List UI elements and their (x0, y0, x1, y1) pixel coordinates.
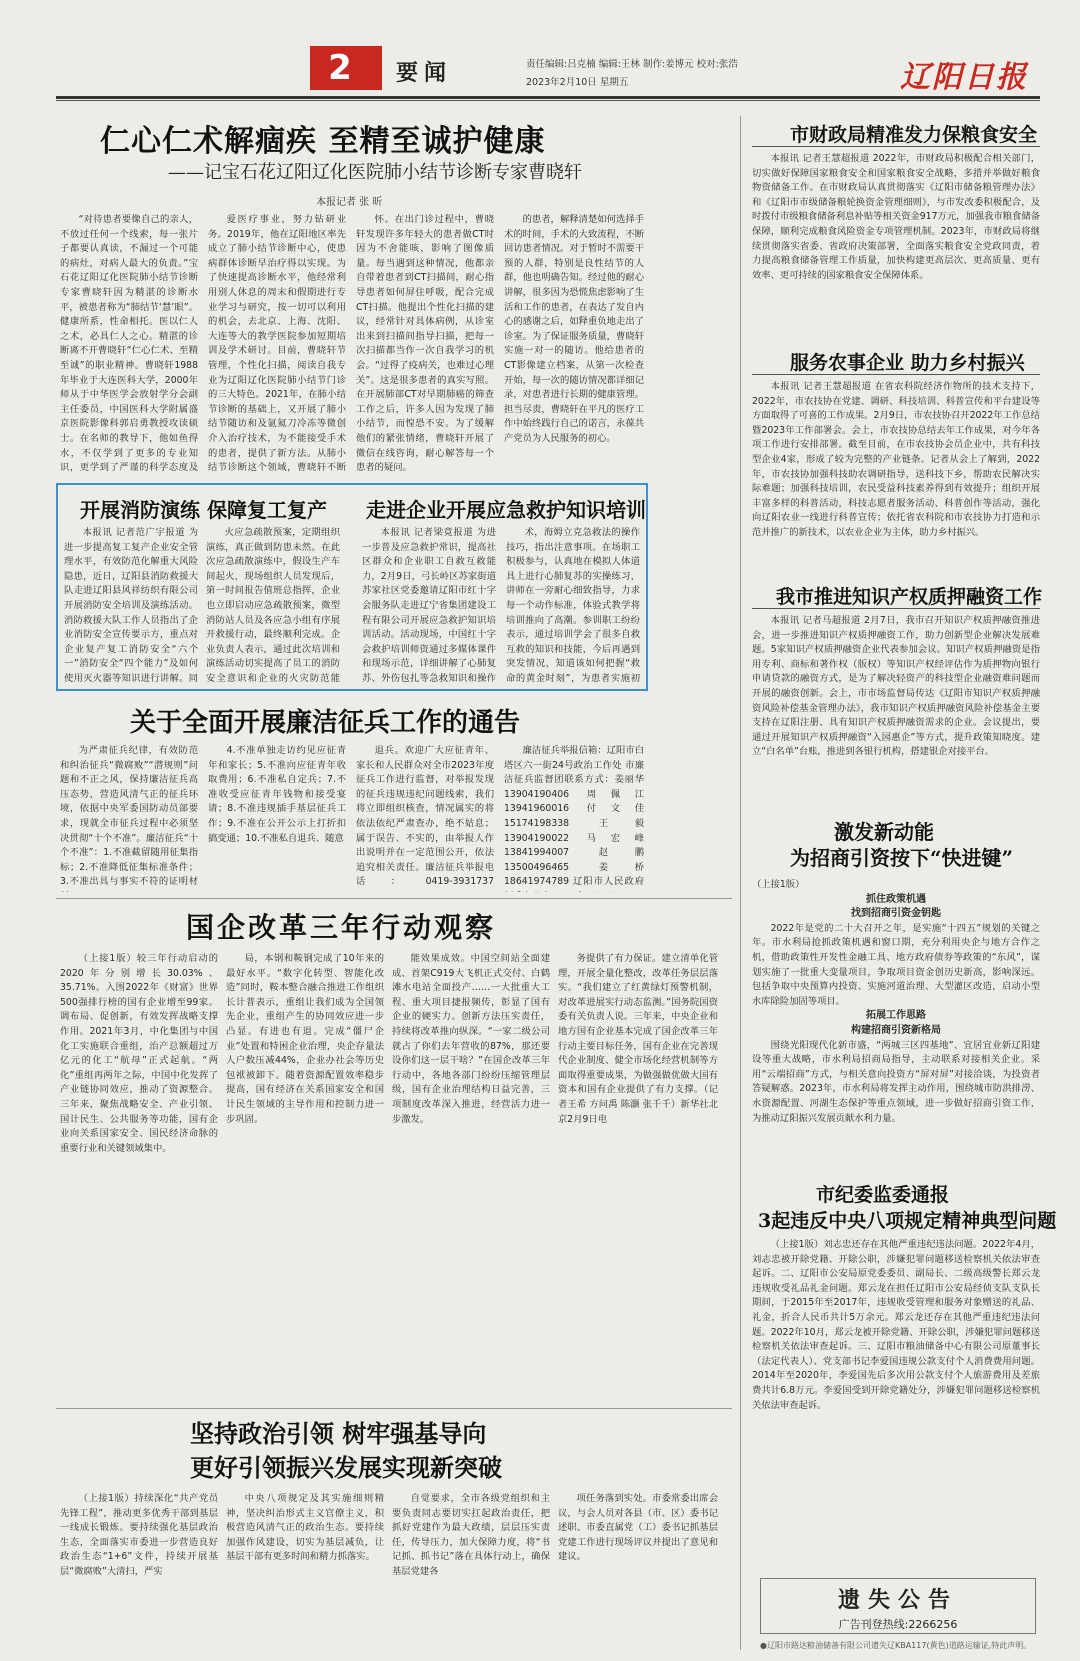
reform-column-4 (558, 952, 718, 1404)
ip-article (752, 614, 1040, 804)
section-rule-2 (56, 1408, 732, 1409)
main-byline: 本报记者 张 昕 (316, 197, 383, 208)
investment-subhead-1: 抓住政策机遇 (866, 893, 926, 905)
investment-subhead-2b: 构建招商引资新格局 (851, 1024, 941, 1036)
paper-logo: 辽阳日报 (900, 60, 1028, 95)
main-column-1 (60, 213, 198, 475)
first-aid-column-1 (362, 526, 496, 686)
main-paragraph-3: 怀。在出门诊过程中，曹晓轩发现许多年轻大的患者做CT时因为不舍能咳，影响了图像质量。每当遇到这种情况，他都亲自带着患者到CT扫描间，耐心指导患者如何屏住呼吸，配合完成CT扫描。他提出个性化扫描的建议，经常针对具体病例，从诊室出来到扫描间指导扫描，把每一次扫描都当作一次自我学习的机会。“过得了疫病关，也难过心理关”。这是很多患者的真实写照。在开展肺部CT对早期肺癌的筛查工作之后，许多人因为发现了肺小结节，而惶恐不安。为了缓解他们的紧张情绪，曹晓轩开展了微信在线咨询，耐心解答每一个患者的疑问。 (356, 214, 494, 474)
notice-paragraph-4: 廉洁征兵举报信箱：辽阳市白塔区六一街24号政治工作处 市廉洁征兵监督团联系方式：姜丽华 13904190406 周佩江 13941960016 付文佳 15174198338 王毅 13904190022 马宏峰 13841994007 赵鹏 13500496465 姜桥 18641974789 辽阳市人民政府 (504, 745, 644, 888)
notice-column-3 (356, 744, 494, 892)
fire-drill-paragraph-1: 本报讯 记者范广宇报道 为进一步提高复工复产企业安全管理水平，有效防范化解重大风险隐患，近日，辽阳县消防救援大队走进辽阳县风祥纺织有限公司开展消防安全培训及演练活动。消防救援大队工作人员指出了企业消防安全宣传要示方，重点对企业复产复工消防安全“六个一”消防安全“四个能力”及如何使用灭火器等知识进行讲解。同 (64, 527, 198, 684)
ad-phone: 广告刊登热线:2266256 (838, 1618, 958, 1631)
finance-paragraph: 本报讯 记者王慧超报道 2022年，市财政局积极配合相关部门，切实做好保障国家粮食安全和国家粮食安全战略，多措并举做好粮食物资储备工作。在市财政局认真贯彻落实《辽阳市储备粮管理办法》和《辽阳市市级储备粮轮换资金管理细则》，与市发改委积极配合，及时拨付市级粮食储备利息补贴等相关资金917万元，加强我市粮食储备保障，顺利完成粮食风险资金专项管理机制。2023年，市财政局将继续贯彻落实省委、省政府决策部署，全面落实粮食安全党政同责，着力提高粮食储备管理工作质量，加快构建更高层次、更高质量、更有效率、更可持续的国家粮食安全保障体系。 (752, 153, 1040, 281)
masthead-rule (56, 96, 1040, 99)
reform-paragraph-3: 能效果成效。中国空间站全面建成、首架C919大飞机正式交付、白鹤滩水电站全面投产……一大批重大工程、重大项目捷报频传，彰显了国有企业的硬实力。创新方法压实责任，持续将改革推向纵深。“一家二级公司就占了你们去年营收的87%，那还要设你们这一层干啥？”在国企改革三年行动中，各地各部门纷纷压缩管理层级，国有企业治理结构日益完善，三项制度改革深入推进，经营活力进一步激发。 (392, 953, 550, 1125)
ip-rule (752, 608, 1040, 609)
masthead-rule-thin (56, 100, 1040, 101)
discipline-headline-1: 市纪委监委通报 (816, 1184, 950, 1206)
main-headline: 仁心仁术解痼疾 至精至诚护健康 (100, 124, 546, 159)
bottom-column-2 (226, 1492, 384, 1652)
fire-drill-column-2 (206, 526, 340, 686)
notice-column-1 (60, 744, 198, 892)
notice-paragraph-3: 退兵。欢迎广大应征青年、家长和人民群众对全市2023年度征兵工作进行监督，对举报发现的征兵违规违纪问题线索，我们将立即组织核查，情况属实的将依法依纪严肃查办，绝不姑息；属于误告、不实的，由举报人作出说明并在一定范围公开，依法追究相关责任。廉洁征兵举报电话：0419-3931737 (356, 745, 494, 888)
first-aid-headline: 走进企业开展应急救护知识培训 (366, 498, 646, 522)
page-number-badge: 2 (310, 46, 370, 90)
bottom-column-3 (392, 1492, 550, 1652)
investment-lead: （上接1版） (752, 879, 805, 890)
finance-article (752, 152, 1040, 338)
first-aid-column-2 (506, 526, 640, 686)
main-paragraph-1: “对待患者要像自己的亲人，不放过任何一个线索，每一张片子都要认真读，不漏过一个可能的病灶，对病人最大的负责。”宝石花辽阳辽化医院肺小结节诊断专家曹晓轩因为精湛的诊断水平，被患者称为“肺结节‘慧’眼”。健康所系，性命相托。医以仁人之术，必具仁人之心。精湛的诊断离不开曹晓轩“仁心仁术、至精至诚”的职业精神。曹晓轩1988年毕业于大连医科大学，2000年师从于中华医学会放射学分会副主任委员，中国医科大学附属盛京医院影像科郭启勇教授攻读硕士。在名师的教导下，他如鱼得水，不仅学到了更多的专业知识，更学到了严谨的科学态度及 (60, 214, 198, 474)
main-column-4 (504, 213, 644, 475)
issue-date: 2023年2月10日 星期五 (526, 77, 629, 88)
investment-subhead-1b: 找到招商引资金钥匙 (851, 908, 941, 920)
main-subheadline: ——记宝石花辽阳辽化医院肺小结节诊断专家曹晓轩 (168, 162, 582, 183)
discipline-headline-2: 3起违反中央八项规定精神典型问题 (758, 1210, 1057, 1232)
discipline-paragraph: （上接1版）刘志忠还存在其他严重违纪违法问题。2022年4月，刘志忠被开除党籍、开除公职，涉嫌犯罪问题移送检察机关依法审查起诉。二、辽阳市公安局原党委委员、副局长、二级高级警长郑云龙违规收受礼品礼金问题。郑云龙在担任辽阳市公安局经侦支队支队长期间，于2015年至2017年，违规收受管理和服务对象赠送的礼品、礼金，折合人民币共计5万余元。郑云龙还存在其他严重违纪违法问题。2022年10月，郑云龙被开除党籍、开除公职，涉嫌犯罪问题移送检察机关依法审查起诉。三、辽阳市粮油储备中心有限公司原董事长（法定代表人）、党支部书记李爱国违规公款支付个人消费费用问题。2014年至2020年，李爱国先后多次用公款支付个人旅游费用及差旅费共计6.8万元。李爱国受到开除党籍处分，涉嫌犯罪问题移送检察机关依法审查起诉。 (752, 1239, 1040, 1411)
first-aid-paragraph-2: 术，海姆立克急救法的操作技巧，指出注意事项。在场职工积极参与，认真地在模拟人体道具上进行心肺复苏的实操练习，讲师在一旁耐心细致指导，力求每一个动作标准，体验式教学将培训推向了高潮。参训职工纷纷表示，通过培训学会了很多自救互救的知识和技能，今后再遇到突发情况，知道该如何把握“救命的黄金时刻”，为患者实施初 (506, 527, 640, 684)
bottom-paragraph-4: 项任务落到实处。市委常委出席会议，与会人员对各县（市、区）委书记述职、市委直属党（工）委书记抓基层党建工作进行现场评议并提出了意见和建议。 (558, 1493, 718, 1563)
agri-paragraph: 本报讯 记者王慧超报道 在省农科院经济作物所的技术支持下，2022年，市农技协在党建、调研、科技培训、科普宣传和平台建设等方面取得了可喜的工作成果。2月9日，市农技协召开2022年工作总结暨2023年工作部署会。会上，市农技协总结去年工作成果，对今年各项工作进行安排部署。截至目前，在市农技协会员企业中，共有科技型企业4家，形成了较为完整的产业链条。记者从会上了解到，2022年，市农技协加强科技助农调研指导，送科技下乡，帮助农民解决实际难题；加强科技培训，农民受益科技素养得到有效提升；组织开展丰富多样的科普活动，科技志愿者服务活动、科普创作等活动，强化向辽阳农业一线进行科普宣传；依托省农科院和市农技协力打造和示范并推广的新技术，以农业企业为主体，助力乡村振兴。 (752, 381, 1040, 538)
reform-paragraph-2: 局，本钢和鞍钢完成了10年来的最好水平。“数字化转型、智能化改造”同时，鞍本整合融合推进工作组织长计普表示，重组让我们成为全国领先企业，重组产生的协同效应进一步凸显。有进也有退。完成“僵尸企业”处置和特困企业治理，央企存量法人户数压减44%，企业办社会等历史包袱被卸下。随着资源配置效率稳步提高，国有经济在关系国家安全和国计民生领域的主导作用和控制力进一步巩固。 (226, 953, 384, 1125)
ip-paragraph: 本报讯 记者马超报道 2月7日，我市召开知识产权质押融资推进会，进一步推进知识产权质押融资工作，助力创新型企业解决发展难题。5家知识产权质押融资企业代表参加会议。知识产权质押融资是指用专利、商标和著作权（版权）等知识产权经评估作为质押物向银行申请贷款的融资方式，是为了解决轻资产的科技型企业融资难问题而开展的融资创新。会上，市市场监督局传达《辽阳市知识产权质押融资风险补偿基金管理办法》，我市知识产权质押融资风险补偿基金主要支持在辽阳注册、具有知识产权质押融资需求的企业。会议提出，要通过开展知识产权质押融资“入园惠企”等方式，提升政策知晓度。建立“白名单”台账，推进到各银行机构，搭建银企对接平台。 (752, 615, 1040, 758)
ad-title: 遗失公告 (837, 1587, 958, 1613)
investment-article (752, 878, 1040, 1170)
notice-column-2 (208, 744, 346, 892)
main-paragraph-2: 爱医疗事业，努力钻研业务。2019年，他在辽阳地区率先成立了肺小结节诊断中心，使患病群体诊断早治疗得以实现。为了快速提高诊断水平，他经常利用别人休息的周末和假期进行专业学习与研究，按一切可以利用的机会，去北京、上海、沈阳、大连等大的教学医院参加短期培训及学术研讨。目前，曹晓轩节管理，个性化扫描，阅读自我专业为辽阳辽化医院肺小结节门诊的三大特色。2021年，在肺小结节诊断的基础上，又开展了肺小结节随访和及氩氦刀冷冻等微创介入治疗技术，为不能接受手术的患者，提供了新方法。从肺小结节诊断这个领域，曹晓轩不断 (208, 214, 346, 474)
fire-drill-paragraph-2: 火应急疏散预案，定期组织演练，真正做到防患未然。在此次应急疏散演练中，假设生产车间起火，现场组织人员发现后，第一时间报告值班总指挥，企业也立即启动应急疏散预案，微型消防站人员及各应急小组有序展开救援行动，最终顺利完成。企业负责人表示，通过此次培训和演练活动切实提高了员工的消防安全意识和企业的火灾防范能 (206, 527, 340, 684)
fire-drill-column-1 (64, 526, 198, 686)
investment-headline-2: 为招商引资按下“快进键” (790, 846, 1014, 870)
bottom-column-4 (558, 1492, 718, 1652)
reform-column-3 (392, 952, 550, 1404)
column-divider (740, 116, 741, 1650)
main-column-2 (208, 213, 346, 475)
reform-column-1 (60, 952, 218, 1404)
reform-paragraph-1: （上接1版）较三年行动启动的2020年分别增长30.03%、35.71%。入围2022年《财富》世界500强排行榜的国有企业增至99家。调布局、促创新，有效发挥战略支撑作用。2021年3月，中化集团与中国化工实施联合重组，治产总额超过万亿元的化工“航母”正式起航。“两化”重组再两年之际，中国中化发挥了产业链协同效应，推动了资源整合。三年来，聚焦战略安全、产业引领、国计民生、公共服务等功能，国有企业向关系国家安全、国民经济命脉的重要行业和关键领域集中。 (60, 953, 218, 1154)
lost-notice-ad (760, 1578, 1036, 1634)
ip-headline: 我市推进知识产权质押融资工作 (776, 586, 1043, 608)
fire-drill-headline: 开展消防演练 保障复工复产 (80, 498, 327, 522)
notice-headline: 关于全面开展廉洁征兵工作的通告 (130, 708, 521, 738)
investment-subhead-2: 拓展工作思路 (866, 1010, 926, 1022)
first-aid-paragraph-1: 本报讯 记者梁竟报道 为进一步普及应急救护常识，提高社区群众和企业职工自救互救能力，2月9日，弓长岭区苏家街道苏家社区党委邀请辽阳市红十字会服务队走进辽宁省集团建设工程有限公司开展应急救护知识培训活动。活动现场，中国红十字会救护培训师资通过多媒体课件和现场示范，详细讲解了心肺复苏、外伤包扎等急救知识和操作 (362, 527, 496, 684)
section-name: 要闻 (396, 60, 453, 86)
notice-paragraph-2: 4.不准单独走访约见应征青年和家长；5.不准向应征青年收取费用；6.不准私自定兵；7.不准收受应征青年钱物和接受宴请；8.不准违规插手基层征兵工作；9.不准在公开公示上打折扣搞变通；10.不准私自退兵、随意 (208, 745, 346, 844)
main-paragraph-4: 的患者，解释清楚如何选择手术的时间，手术的大致流程，不断回访患者情况。对于暂时不需要干预的人群，特别是良性结节的人群，他也明确告知。经过他的耐心讲解，很多因为恐慌焦虑影响了生活和工作的患者，在表达了发自内心的感谢之后，如释重负地走出了诊室。为了保证服务质量，曹晓轩实施一对一的随访。他给患者的CT影像建立档案，从第一次检查开始，每一次的随访情况都详细记录，对患者进行长期的健康管理。担当尽责，曹晓轩在平凡的医疗工作中始终践行自己的诺言，永葆共产党员为人民服务的初心。 (504, 214, 644, 444)
bottom-paragraph-3: 自觉要求，全市各级党组织和主要负责同志要切实扛起政治责任，把抓好党建作为最大政绩，层层压实责任，传导压力，加大保障力度，将“书记抓、抓书记”落在具体行动上，确保基层党建各 (392, 1493, 550, 1577)
page-number-bar (370, 46, 382, 90)
reform-column-2 (226, 952, 384, 1404)
bottom-paragraph-2: 中央八项规定及其实施细则精神，坚决纠治形式主义官僚主义，积极营造风清气正的政治生态。要持续加强作风建设，切实为基层减负，让基层干部有更多时间和精力抓落实。 (226, 1493, 384, 1563)
bottom-paragraph-1: （上接1版）持续深化“共产党员先锋工程”，推动更多优秀干部到基层一线成长锻炼。要持续强化基层政治生态，全面落实市委进一步营造良好政治生态“1+6”文件，持续开展基层“微腐败”大清扫，严实 (60, 1493, 218, 1577)
discipline-article (752, 1238, 1040, 1570)
agri-rule (752, 374, 1040, 375)
main-column-3 (356, 213, 494, 475)
notice-column-4 (504, 744, 644, 892)
finance-rule (752, 146, 1040, 147)
finance-headline: 市财政局精准发力保粮食安全 (790, 124, 1038, 146)
investment-headline-1: 激发新动能 (834, 820, 934, 844)
bottom-headline-1: 坚持政治引领 树牢强基导向 (190, 1419, 487, 1448)
agri-article (752, 380, 1040, 576)
editors-line: 责任编辑:吕克楠 编辑:王林 制作:姜博元 校对:张浩 (526, 59, 738, 70)
masthead (0, 0, 1080, 104)
notice-paragraph-1: 为严肃征兵纪律，有效防范和纠治征兵“微腐败”“潜规则”问题和不正之风，保持廉洁征兵高压态势，营造风清气正的征兵环境，依据中央军委国防动员部要求，现就全市征兵过程中必须坚决贯彻“十个不准”。廉洁征兵“十个不准”：1.不准截留随用征集指标；2.不准降低征集标准条件；3.不准出具与事实不符的证明材 (60, 745, 198, 888)
bottom-headline-2: 更好引领振兴发展实现新突破 (190, 1453, 502, 1482)
bottom-column-1 (60, 1492, 218, 1652)
investment-paragraph-2: 围绕光阳现代化新市盛，“两城三区四基地”、宜居宜业新辽阳建设等重大战略，市水利局招商局指导，主动联系对接相关企业。采用“云端招商”方式，与相关意向投资方“屏对屏”对接洽谈，为投资者答疑解惑。2023年，市水利局将发挥主动作用，围绕城市防洪排涝、水资源配置、河湖生态保护等重点领域，进一步做好招商引资工作，为推动辽阳振兴发展贡献水利力量。 (752, 1039, 1040, 1124)
ad-note: ●辽阳市路达粮油储备有限公司遗失辽KBA117(黄色)道路运输证,特此声明。 (760, 1641, 1032, 1650)
agri-headline: 服务农事企业 助力乡村振兴 (790, 352, 1025, 374)
reform-paragraph-4: 务提供了有力保证。建立清单化管理，开展全量化整改，改革任务层层落实。“我们建立了红黄绿灯预警机制，对改革进展实行动态监测。”国务院国资委有关负责人说。三年来，中央企业和地方国有企业基本完成了国企改革三年行动主要目标任务，国有企业在完善现代企业制度、健全市场化经营机制等方面取得重要成果，为做强做优做大国有资本和国有企业提供了有力支撑。（记者王希 方问禹 陈灏 张千千）新华社北京2月9日电 (558, 953, 718, 1125)
section-rule (56, 898, 732, 899)
reform-headline: 国企改革三年行动观察 (186, 911, 497, 944)
investment-paragraph-1: 2022年是党的二十大召开之年，是实施“十四五”规划的关键之年。市水利局抢抓政策机遇和窗口期，充分利用央企与地方合作之机，借助政策性开发性金融工具、地方政府债券等政策的“东风”，谋划实施了一批重大变量项目，争取项目资金创历史新高，影响深远。包括争取中央预算内投资、实施河道治理、大型灌区改造，启动小型水库除险加固等项目。 (752, 922, 1040, 1007)
